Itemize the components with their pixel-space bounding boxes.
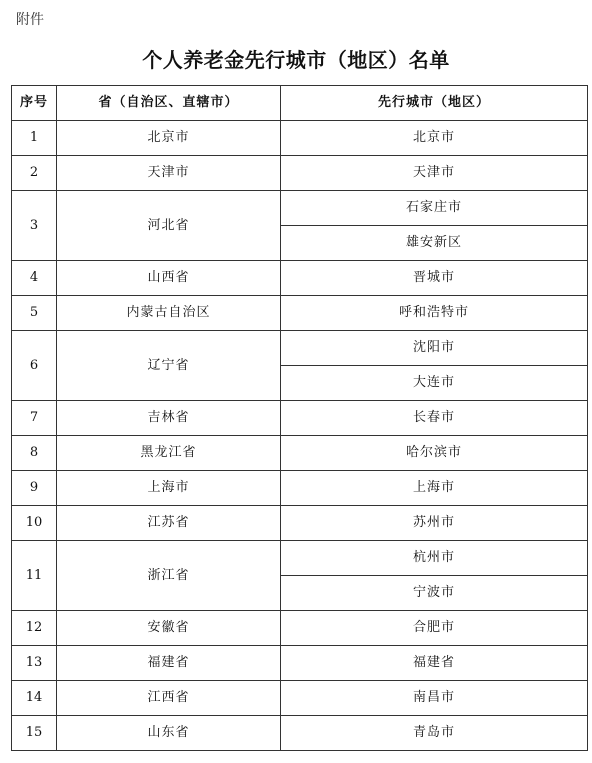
row-province: 天津市 xyxy=(57,156,281,191)
row-pilot-city: 雄安新区 xyxy=(281,226,588,261)
table-header-row xyxy=(12,86,588,121)
row-index: 8 xyxy=(12,436,57,471)
table-row xyxy=(12,261,588,296)
row-index: 1 xyxy=(12,121,57,156)
row-index: 14 xyxy=(12,681,57,716)
row-province: 山东省 xyxy=(57,716,281,751)
row-index: 6 xyxy=(12,331,57,401)
row-pilot-city: 晋城市 xyxy=(281,261,588,296)
row-province: 山西省 xyxy=(57,261,281,296)
row-index: 5 xyxy=(12,296,57,331)
document-title: 个人养老金先行城市（地区）名单 xyxy=(142,48,450,72)
table-row xyxy=(12,646,588,681)
row-province: 福建省 xyxy=(57,646,281,681)
pilot-city-table xyxy=(11,85,588,751)
table-row xyxy=(12,436,588,471)
table-row xyxy=(12,401,588,436)
table-row xyxy=(12,121,588,156)
row-pilot-city: 合肥市 xyxy=(281,611,588,646)
row-province: 江苏省 xyxy=(57,506,281,541)
row-province: 河北省 xyxy=(57,191,281,261)
table-body xyxy=(12,121,588,751)
row-index: 9 xyxy=(12,471,57,506)
row-pilot-city: 福建省 xyxy=(281,646,588,681)
row-index: 15 xyxy=(12,716,57,751)
row-pilot-city: 北京市 xyxy=(281,121,588,156)
row-pilot-city: 天津市 xyxy=(281,156,588,191)
table-row xyxy=(12,716,588,751)
row-pilot-city: 呼和浩特市 xyxy=(281,296,588,331)
row-pilot-city: 上海市 xyxy=(281,471,588,506)
row-province: 安徽省 xyxy=(57,611,281,646)
row-pilot-city: 青岛市 xyxy=(281,716,588,751)
table-row xyxy=(12,296,588,331)
row-province: 内蒙古自治区 xyxy=(57,296,281,331)
table-row xyxy=(12,191,588,226)
row-province: 浙江省 xyxy=(57,541,281,611)
table-row xyxy=(12,156,588,191)
row-index: 4 xyxy=(12,261,57,296)
attachment-label: 附件 xyxy=(16,12,44,28)
row-index: 2 xyxy=(12,156,57,191)
header-province: 省（自治区、直辖市） xyxy=(57,86,281,121)
row-province: 北京市 xyxy=(57,121,281,156)
row-pilot-city: 南昌市 xyxy=(281,681,588,716)
row-index: 10 xyxy=(12,506,57,541)
table-row xyxy=(12,541,588,576)
row-pilot-city: 长春市 xyxy=(281,401,588,436)
table-row xyxy=(12,506,588,541)
header-index: 序号 xyxy=(12,86,57,121)
row-index: 3 xyxy=(12,191,57,261)
row-province: 江西省 xyxy=(57,681,281,716)
table-row xyxy=(12,611,588,646)
row-province: 辽宁省 xyxy=(57,331,281,401)
row-province: 吉林省 xyxy=(57,401,281,436)
row-pilot-city: 哈尔滨市 xyxy=(281,436,588,471)
row-index: 12 xyxy=(12,611,57,646)
row-index: 13 xyxy=(12,646,57,681)
table-row xyxy=(12,681,588,716)
row-pilot-city: 杭州市 xyxy=(281,541,588,576)
header-pilot-city: 先行城市（地区） xyxy=(281,86,588,121)
row-pilot-city: 大连市 xyxy=(281,366,588,401)
table-row xyxy=(12,471,588,506)
row-pilot-city: 苏州市 xyxy=(281,506,588,541)
row-index: 7 xyxy=(12,401,57,436)
row-index: 11 xyxy=(12,541,57,611)
table-row xyxy=(12,331,588,366)
row-province: 黑龙江省 xyxy=(57,436,281,471)
row-pilot-city: 宁波市 xyxy=(281,576,588,611)
row-pilot-city: 沈阳市 xyxy=(281,331,588,366)
row-pilot-city: 石家庄市 xyxy=(281,191,588,226)
row-province: 上海市 xyxy=(57,471,281,506)
